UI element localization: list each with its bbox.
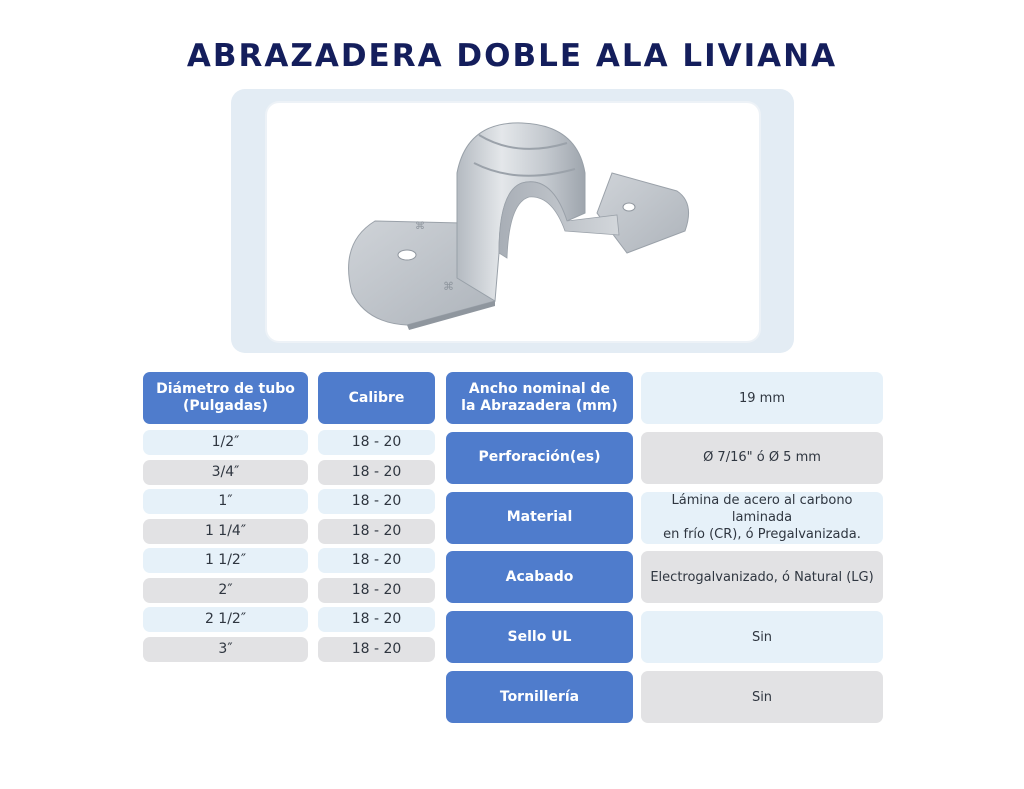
diameter-cell: 1 1/2″ [143, 548, 308, 573]
header-diameter: Diámetro de tubo (Pulgadas) [143, 372, 308, 424]
pipe-clamp-icon [267, 103, 759, 341]
gauge-cell: 18 - 20 [318, 578, 435, 603]
spec-label: Acabado [446, 551, 633, 603]
header-gauge: Calibre [318, 372, 435, 424]
diameter-cell: 3″ [143, 637, 308, 662]
spec-value: Sin [641, 671, 883, 723]
product-image-frame [231, 89, 794, 353]
page-title: ABRAZADERA DOBLE ALA LIVIANA [186, 38, 838, 74]
diameter-cell: 1″ [143, 489, 308, 514]
gauge-cell: 18 - 20 [318, 548, 435, 573]
diameter-cell: 2″ [143, 578, 308, 603]
gauge-cell: 18 - 20 [318, 519, 435, 544]
diameter-cell: 1/2″ [143, 430, 308, 455]
svg-text:⌘: ⌘ [415, 221, 425, 232]
gauge-cell: 18 - 20 [318, 637, 435, 662]
svg-text:⌘: ⌘ [443, 280, 454, 293]
gauge-cell: 18 - 20 [318, 460, 435, 485]
gauge-cell: 18 - 20 [318, 430, 435, 455]
gauge-cell: 18 - 20 [318, 489, 435, 514]
spec-label: Perforación(es) [446, 432, 633, 484]
spec-value: Sin [641, 611, 883, 663]
spec-value: 19 mm [641, 372, 883, 424]
gauge-cell: 18 - 20 [318, 607, 435, 632]
product-image [267, 103, 759, 341]
spec-label: Tornillería [446, 671, 633, 723]
spec-value: Lámina de acero al carbono laminada en frío (CR), ó Pregalvanizada. [641, 492, 883, 544]
spec-value: Electrogalvanizado, ó Natural (LG) [641, 551, 883, 603]
spec-value: Ø 7/16" ó Ø 5 mm [641, 432, 883, 484]
diameter-cell: 2 1/2″ [143, 607, 308, 632]
spec-label: Material [446, 492, 633, 544]
diameter-cell: 1 1/4″ [143, 519, 308, 544]
spec-label: Sello UL [446, 611, 633, 663]
spec-label: Ancho nominal de la Abrazadera (mm) [446, 372, 633, 424]
diameter-cell: 3/4″ [143, 460, 308, 485]
